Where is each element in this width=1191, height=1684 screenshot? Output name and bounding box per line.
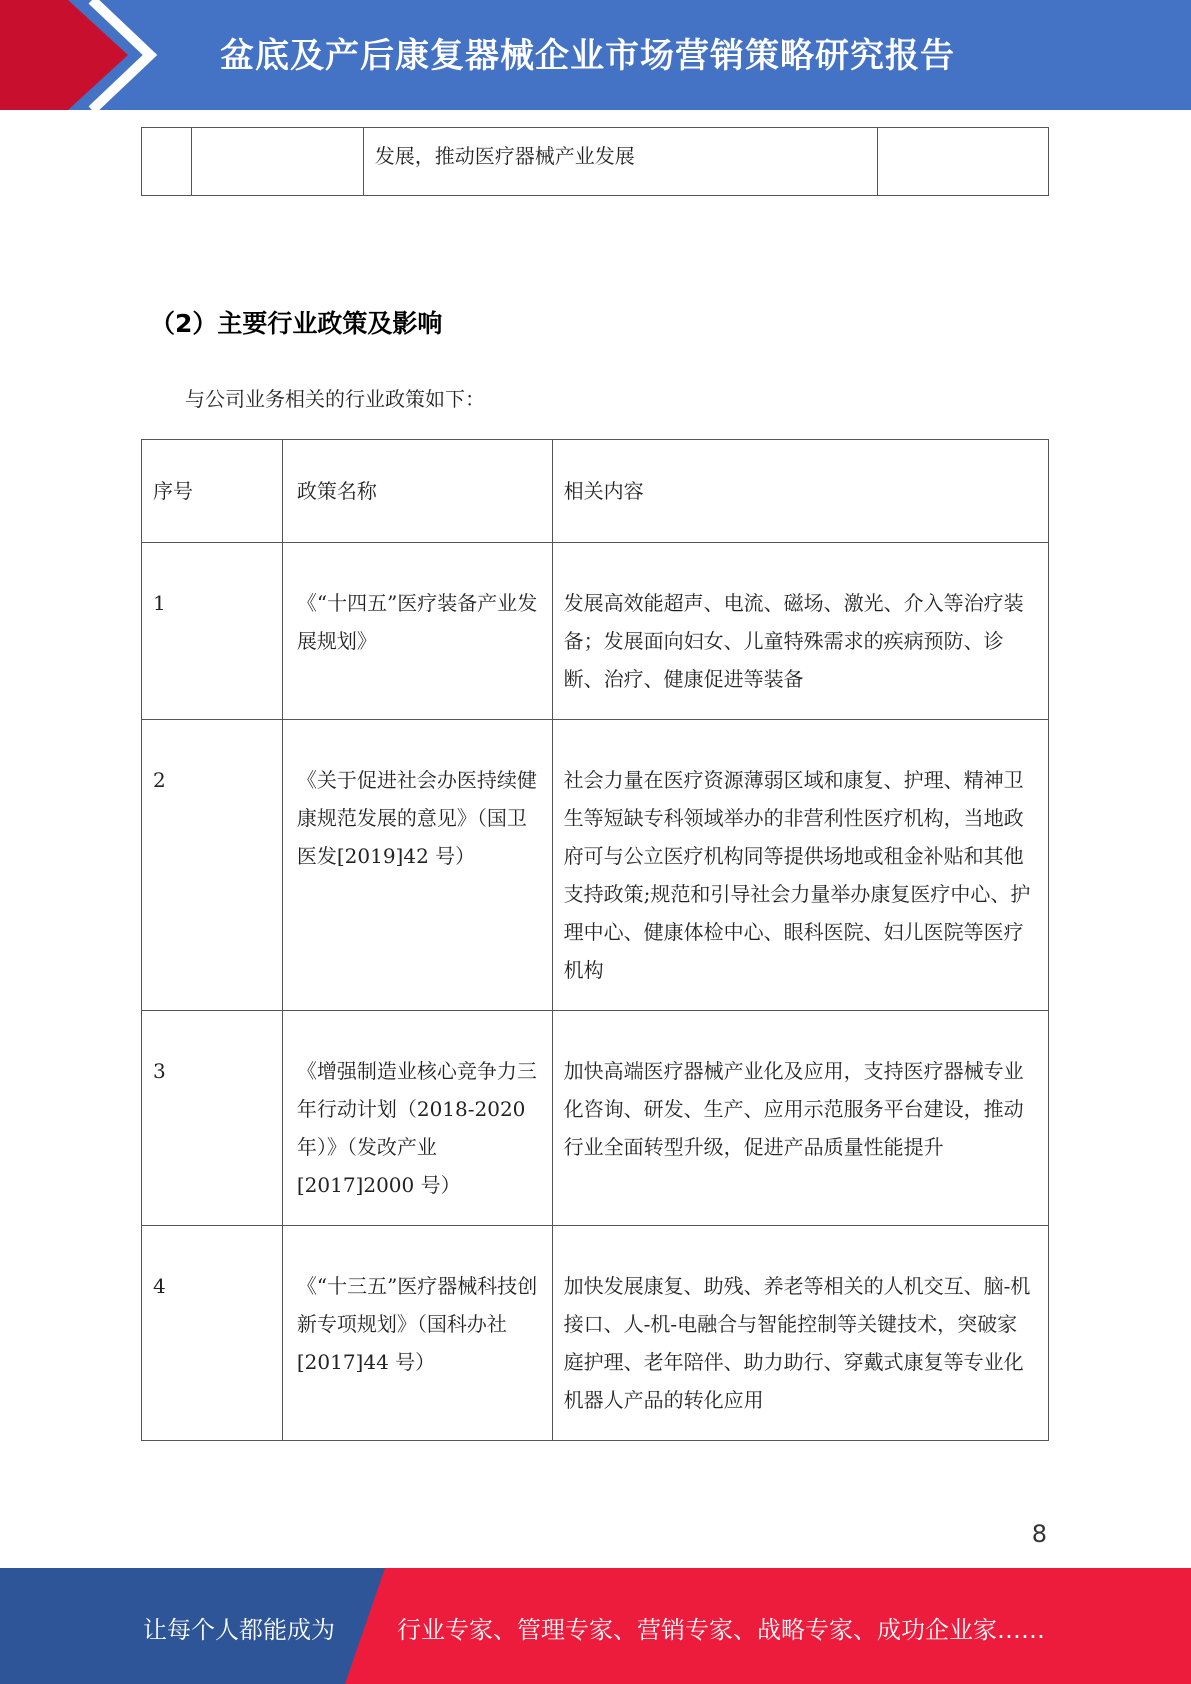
- table-cell: [878, 128, 1049, 196]
- table-row: [142, 1226, 1049, 1441]
- policy-content: 加快发展康复、助残、养老等相关的人机交互、脑-机接口、人-机-电融合与智能控制等关键技术，突破家庭护理、老年陪伴、助力助行、穿戴式康复等专业化机器人产品的转化应用: [552, 1226, 1048, 1441]
- column-header-number: 序号: [142, 440, 283, 543]
- continued-table: [141, 127, 1049, 196]
- table-cell: [191, 128, 363, 196]
- policy-name: 《“十四五”医疗装备产业发展规划》: [282, 543, 552, 720]
- page-footer: [0, 1568, 1191, 1684]
- table-cell: [142, 128, 192, 196]
- policy-content: 加快高端医疗器械产业化及应用，支持医疗器械专业化咨询、研发、生产、应用示范服务平台建设，推动行业全面转型升级，促进产品质量性能提升: [552, 1011, 1048, 1226]
- table-row: [142, 128, 1049, 196]
- table-row: [142, 1011, 1049, 1226]
- section-heading: （2）主要行业政策及影响: [150, 309, 443, 338]
- column-header-content: 相关内容: [552, 440, 1048, 543]
- intro-paragraph: 与公司业务相关的行业政策如下：: [185, 387, 485, 411]
- policy-content: 发展高效能超声、电流、磁场、激光、介入等治疗装备；发展面向妇女、儿童特殊需求的疾病预防、诊断、治疗、健康促进等装备: [552, 543, 1048, 720]
- row-number: 4: [142, 1226, 283, 1441]
- table-header-row: [142, 440, 1049, 543]
- row-number: 3: [142, 1011, 283, 1226]
- policy-name: 《增强制造业核心竞争力三年行动计划（2018-2020年）》（发改产业[2017]2000 号）: [282, 1011, 552, 1226]
- row-number: 2: [142, 720, 283, 1011]
- table-row: [142, 543, 1049, 720]
- report-title: 盆底及产后康复器械企业市场营销策略研究报告: [220, 36, 955, 76]
- footer-slogan-left: 让每个人都能成为: [143, 1616, 335, 1644]
- policy-content: 社会力量在医疗资源薄弱区域和康复、护理、精神卫生等短缺专科领域举办的非营利性医疗机构，当地政府可与公立医疗机构同等提供场地或租金补贴和其他支持政策;规范和引导社会力量举办康复医疗中心、护理中心、健康体检中心、眼科医院、妇儿医院等医疗机构: [552, 720, 1048, 1011]
- table-cell-content: 发展，推动医疗器械产业发展: [363, 128, 877, 196]
- page-number: 8: [1031, 1520, 1047, 1548]
- footer-slogan-right: 行业专家、管理专家、营销专家、战略专家、成功企业家……: [397, 1616, 1045, 1644]
- row-number: 1: [142, 543, 283, 720]
- policy-name: 《“十三五”医疗器械科技创新专项规划》（国科办社[2017]44 号）: [282, 1226, 552, 1441]
- table-row: [142, 720, 1049, 1011]
- column-header-policy-name: 政策名称: [282, 440, 552, 543]
- policy-name: 《关于促进社会办医持续健康规范发展的意见》（国卫医发[2019]42 号）: [282, 720, 552, 1011]
- page-header: [0, 0, 1191, 110]
- policy-table: [141, 439, 1049, 1441]
